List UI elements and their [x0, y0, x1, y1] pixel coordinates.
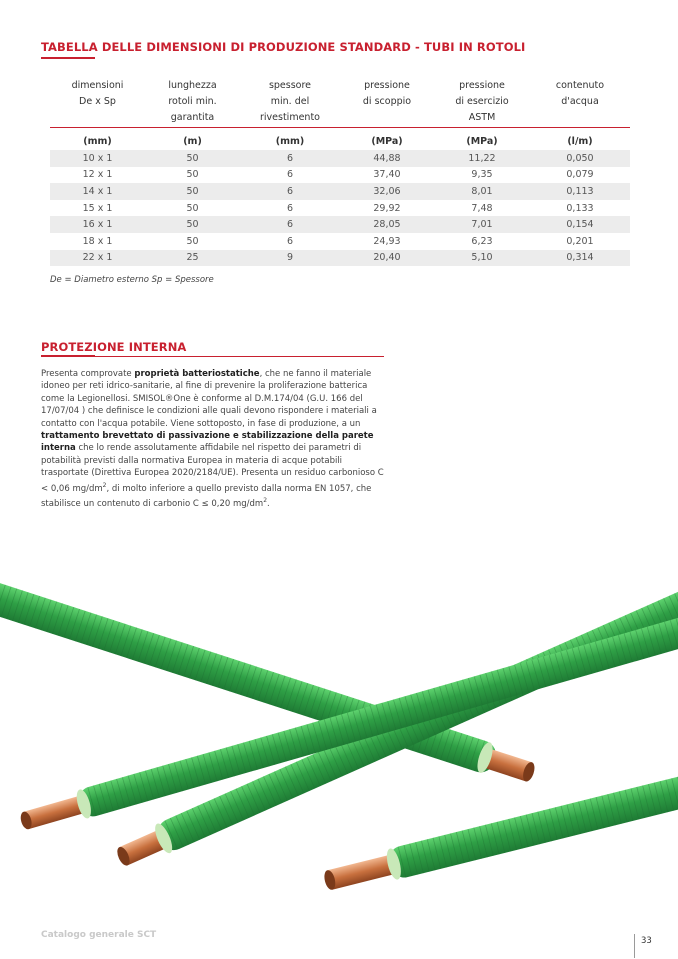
table-cell: 0,314 — [566, 252, 594, 264]
table-cell: 50 — [186, 202, 199, 214]
table-cell: 20,40 — [373, 252, 401, 264]
table-cell: 10 x 1 — [82, 152, 113, 164]
table-cell: 6 — [286, 219, 294, 231]
table-cell: 0,079 — [566, 169, 594, 181]
table-body — [50, 150, 630, 266]
table-row — [50, 233, 630, 250]
table-cell: 0,201 — [566, 235, 594, 247]
table-cell: 29,92 — [373, 202, 401, 214]
table-cell: 8,01 — [471, 185, 493, 197]
table-cell: 28,05 — [373, 219, 401, 231]
table-cell: 11,22 — [468, 152, 496, 164]
unit-cell: (l/m) — [567, 136, 593, 147]
table-cell: 50 — [186, 219, 199, 231]
table-cell: 25 — [186, 252, 199, 264]
table-cell: 15 x 1 — [82, 202, 113, 214]
page-number: 33 — [641, 936, 652, 946]
product-photo — [0, 520, 678, 910]
table-cell: 50 — [186, 185, 199, 197]
table-cell: 6 — [286, 169, 294, 181]
table-row — [50, 167, 630, 184]
header-pressione-scoppio: pressione di scoppio — [362, 80, 412, 107]
unit-cell: (MPa) — [371, 136, 403, 147]
table-row — [50, 200, 630, 217]
table-units-row — [50, 133, 630, 150]
table-cell: 37,40 — [373, 169, 401, 181]
unit-cell: (m) — [183, 136, 202, 147]
table-cell: 0,113 — [566, 185, 594, 197]
table-cell: 6 — [286, 202, 294, 214]
footer-divider — [634, 934, 635, 958]
header-rule — [50, 127, 630, 128]
table-cell: 16 x 1 — [82, 219, 113, 231]
table-cell: 22 x 1 — [82, 252, 113, 264]
table-cell: 7,01 — [471, 219, 493, 231]
protection-section-title: PROTEZIONE INTERNA — [41, 340, 187, 354]
table-cell: 9,35 — [471, 169, 493, 181]
table-cell: 6 — [286, 152, 294, 164]
pipe-d — [321, 772, 678, 897]
table-cell: 50 — [186, 169, 199, 181]
header-lunghezza: lunghezza rotoli min. garantita — [168, 80, 217, 123]
table-cell: 5,10 — [471, 252, 493, 264]
table-cell: 44,88 — [373, 152, 401, 164]
header-spessore: spessore min. del rivestimento — [260, 80, 320, 123]
table-cell: 6,23 — [471, 235, 493, 247]
footer-catalog-label: Catalogo generale SCT — [41, 930, 157, 940]
header-pressione-esercizio: pressione di esercizio ASTM — [455, 80, 509, 123]
table-cell: 18 x 1 — [82, 235, 113, 247]
table-section-title: TABELLA DELLE DIMENSIONI DI PRODUZIONE STANDARD - TUBI IN ROTOLI — [41, 40, 526, 54]
table-cell: 0,154 — [566, 219, 594, 231]
table-cell: 0,133 — [566, 202, 594, 214]
table-cell: 9 — [286, 252, 294, 264]
table-cell: 50 — [186, 235, 199, 247]
unit-cell: (mm) — [275, 136, 305, 147]
table-row — [50, 216, 630, 233]
unit-cell: (mm) — [83, 136, 112, 147]
header-dimensioni: dimensioni De x Sp — [71, 80, 124, 107]
table-row — [50, 150, 630, 167]
table-cell: 32,06 — [373, 185, 401, 197]
table-cell: 0,050 — [566, 152, 594, 164]
title-underline — [41, 57, 95, 59]
abbreviation-legend: De = Diametro esterno Sp = Spessore — [50, 275, 214, 285]
table-cell: 14 x 1 — [82, 185, 113, 197]
protection-title-underline — [41, 355, 95, 357]
table-cell: 50 — [186, 152, 199, 164]
table-header — [50, 78, 630, 128]
table-cell: 7,48 — [471, 202, 493, 214]
table-cell: 12 x 1 — [82, 169, 113, 181]
header-contenuto: contenuto d'acqua — [555, 80, 605, 107]
protection-paragraph: Presenta comprovate proprietà batteriostatiche, che ne fanno il materiale idoneo per reti idrico-sanitarie, al fine di prevenire la proliferazione batterica come la Legionellosi. SMISOL®One è conforme al D.M.174/04 (G.U. 166 del 17/07/04 ) che definisce le condizioni alle quali devono rispondere i materiali a contatto con l'acqua potabile. Viene sottoposto, in fase di produzione, a un trattamento brevettato di passivazione e stabilizzazione della parete interna che lo rende assolutamente affidabile nel rispetto dei parametri di potabilità previsti dalla normativa Europea in materia di acque potabili trasportate (Direttiva Europea 2020/2184/UE). Presenta un residuo carbonioso C < 0,06 $mg/dm^2$, di molto inferiore a quello previsto dalla norma EN 1057, che stabilisce un contenuto di carbonio C ≤ 0,20 $mg/dm^2$. — [41, 369, 384, 509]
table-cell: 24,93 — [373, 235, 401, 247]
unit-cell: (MPa) — [466, 136, 498, 147]
table-row — [50, 183, 630, 200]
table-row — [50, 250, 630, 267]
table-cell: 6 — [286, 185, 294, 197]
table-cell: 6 — [286, 235, 294, 247]
dimensions-table — [50, 78, 630, 266]
